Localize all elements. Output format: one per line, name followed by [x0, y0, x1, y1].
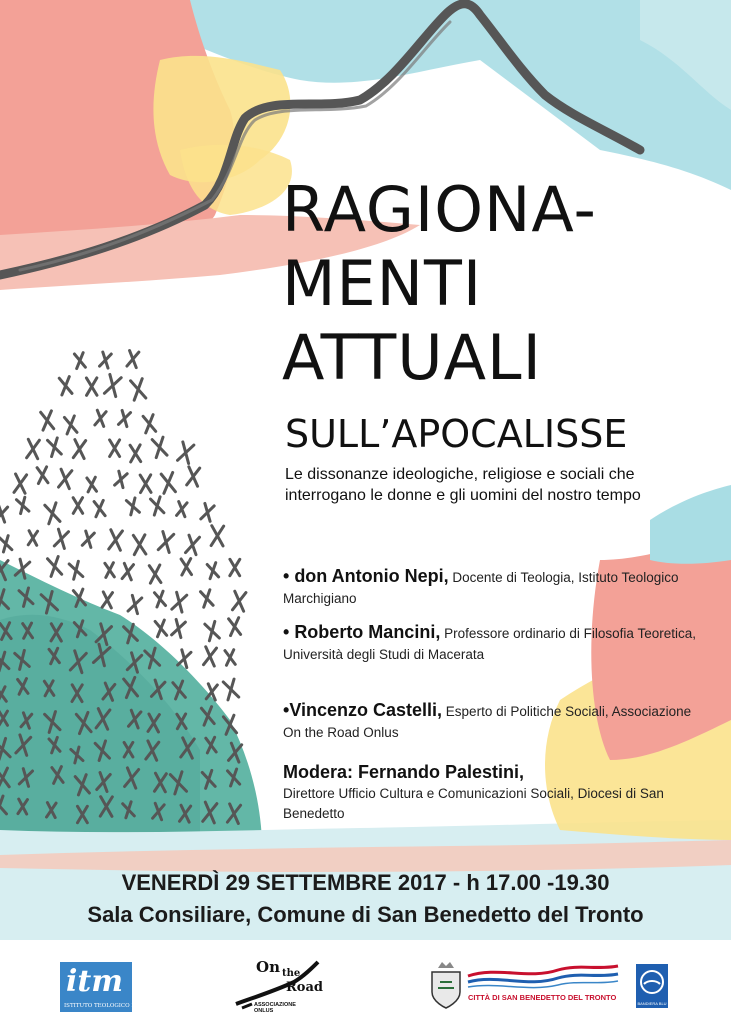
- event-date: VENERDÌ 29 SETTEMBRE 2017 - h 17.00 -19.30: [121, 870, 610, 895]
- city-crest-icon: [428, 958, 628, 1014]
- event-venue: Sala Consiliare, Comune di San Benedetto del Tronto: [87, 902, 644, 927]
- speaker-3: [283, 700, 703, 743]
- blue-flag-icon: [636, 964, 668, 1008]
- otr-sub-1: ASSOCIAZIONE: [254, 1002, 296, 1008]
- blue-flag-label: BANDIERA BLU: [637, 1001, 667, 1006]
- on-the-road-logo-icon: [232, 958, 324, 1018]
- itm-logo-icon: [60, 962, 177, 1012]
- blue-flag-mark-icon: [636, 966, 668, 1000]
- moderator: [283, 760, 713, 824]
- speaker-1: [283, 566, 703, 609]
- moderator-name: Modera: Fernando Palestini,: [283, 762, 525, 782]
- moderator-role: Direttore Ufficio Cultura e Comunicazioni Sociali, Diocesi di San Benedetto: [283, 786, 664, 821]
- speaker-2-role: Professore ordinario di Filosofia Teoretica, Università degli Studi di Macerata: [283, 626, 696, 662]
- otr-word-road: Road: [286, 980, 323, 995]
- city-logo: [428, 958, 628, 1014]
- speaker-1-role: Docente di Teologia, Istituto Teologico Marchigiano: [283, 570, 679, 606]
- title-line-1: RAGIONA-: [282, 173, 597, 246]
- otr-sub-2: ONLUS: [254, 1008, 274, 1014]
- title-line-2: MENTI: [282, 247, 483, 320]
- speaker-2: [283, 622, 703, 665]
- subtitle: SULL’APOCALISSE: [285, 412, 628, 456]
- itm-logo-mark: itm: [66, 964, 123, 999]
- otr-word-on: On: [256, 958, 280, 976]
- title-line-3: ATTUALI: [282, 321, 542, 394]
- speaker-2-name: Roberto Mancini,: [294, 622, 441, 642]
- otr-word-the: the: [282, 968, 301, 979]
- city-name: CITTÀ DI SAN BENEDETTO DEL TRONTO: [468, 993, 617, 1002]
- speaker-3-name: Vincenzo Castelli,: [289, 700, 443, 720]
- otr-sub: [254, 1002, 296, 1014]
- speaker-3-bullet: •: [283, 700, 290, 720]
- description: Le dissonanze ideologiche, religiose e sociali che interrogano le donne e gli uomini del nostro tempo: [285, 466, 641, 504]
- speaker-1-bullet: •: [283, 566, 295, 586]
- speaker-3-role: Esperto di Politiche Sociali, Associazione On the Road Onlus: [283, 704, 692, 740]
- itm-logo-text: ISTITUTO TEOLOGICO MARCHIGIANO: [64, 1003, 177, 1009]
- speaker-2-bullet: •: [283, 622, 295, 642]
- speaker-1-name: don Antonio Nepi,: [294, 566, 449, 586]
